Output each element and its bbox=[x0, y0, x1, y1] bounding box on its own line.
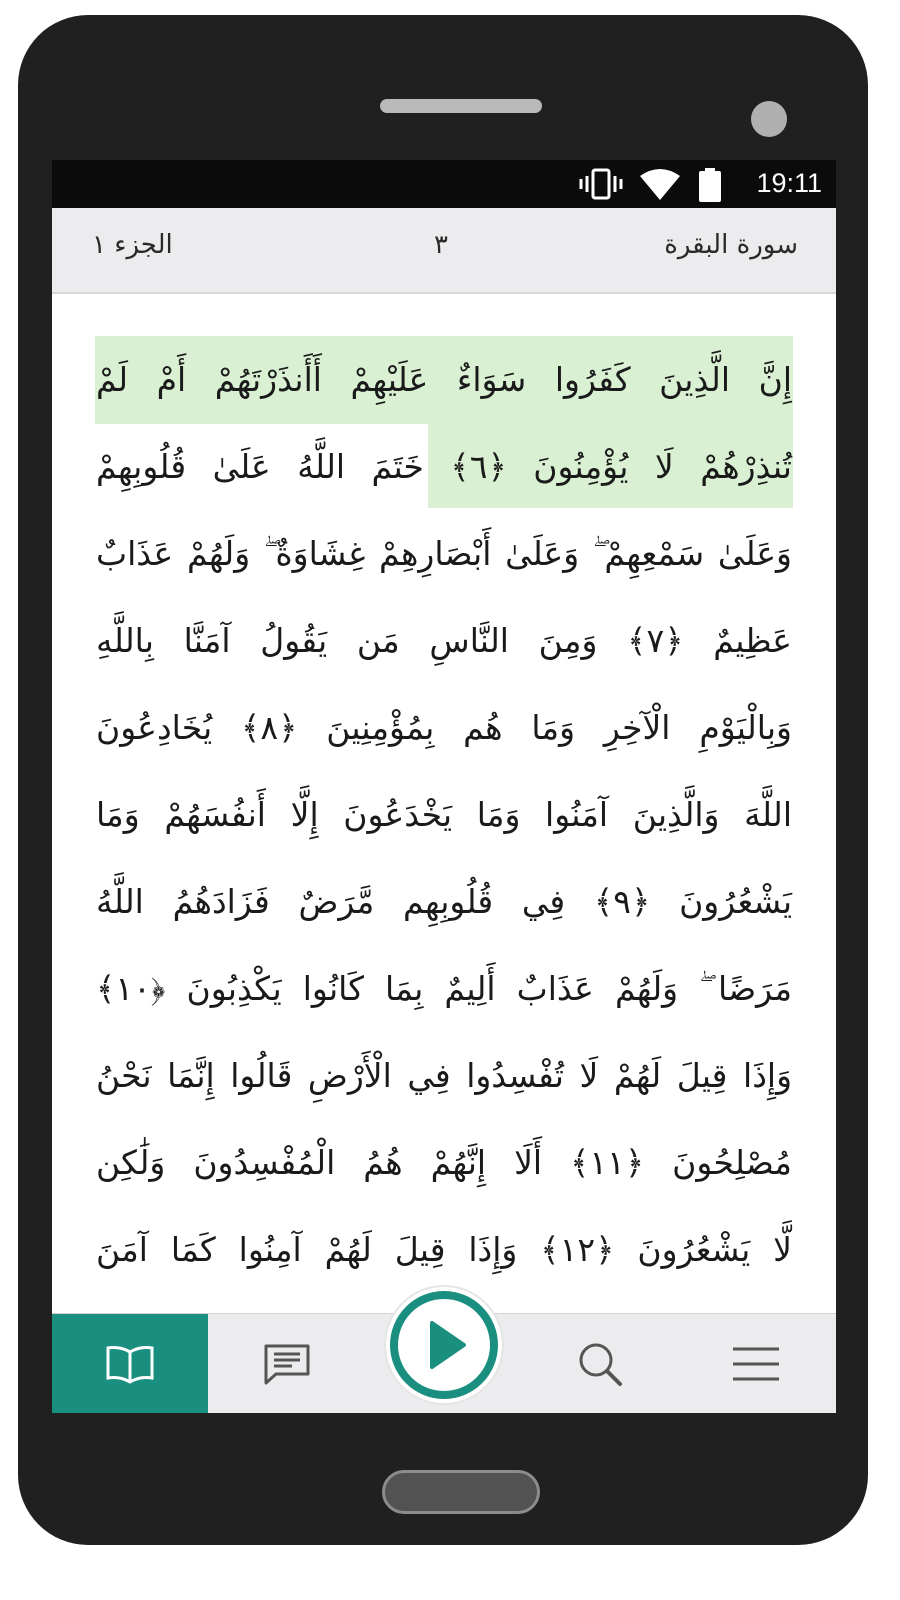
menu-icon bbox=[731, 1345, 781, 1383]
nav-read-button[interactable] bbox=[52, 1314, 208, 1413]
verse-line[interactable]: يَشْعُرُونَ ﴿٩﴾ فِي قُلُوبِهِم مَّرَضٌ فَزَادَهُمُ اللَّهُ bbox=[96, 882, 792, 921]
verse-line[interactable]: وَإِذَا قِيلَ لَهُمْ لَا تُفْسِدُوا فِي الْأَرْضِ قَالُوا إِنَّمَا نَحْنُ bbox=[96, 1056, 792, 1095]
vibrate-icon bbox=[579, 168, 623, 200]
phone-speaker bbox=[380, 99, 542, 113]
status-bar bbox=[52, 160, 836, 208]
verse-line[interactable]: لَّا يَشْعُرُونَ ﴿١٢﴾ وَإِذَا قِيلَ لَهُمْ آمِنُوا كَمَا آمَنَ bbox=[96, 1230, 792, 1269]
verse-line[interactable]: عَظِيمٌ ﴿٧﴾ وَمِنَ النَّاسِ مَن يَقُولُ آمَنَّا بِاللَّهِ bbox=[96, 621, 792, 660]
verse-line[interactable]: وَبِالْيَوْمِ الْآخِرِ وَمَا هُم بِمُؤْمِنِينَ ﴿٨﴾ يُخَادِعُونَ bbox=[96, 708, 792, 747]
status-time: 19:11 bbox=[756, 168, 822, 198]
verse-line[interactable]: وَعَلَىٰ سَمْعِهِمْ ۖ وَعَلَىٰ أَبْصَارِهِمْ غِشَاوَةٌ ۖ وَلَهُمْ عَذَابٌ bbox=[96, 534, 792, 573]
verse-line[interactable]: اللَّهَ وَالَّذِينَ آمَنُوا وَمَا يَخْدَعُونَ إِلَّا أَنفُسَهُمْ وَمَا bbox=[96, 795, 792, 834]
verse-line[interactable]: تُنذِرْهُمْ لَا يُؤْمِنُونَ ﴿٦﴾ خَتَمَ اللَّهُ عَلَىٰ قُلُوبِهِمْ bbox=[96, 447, 792, 486]
search-icon bbox=[576, 1340, 624, 1388]
play-icon bbox=[386, 1287, 502, 1403]
quran-page-content[interactable] bbox=[52, 294, 836, 1312]
juz-label[interactable]: الجزء ١ bbox=[92, 230, 173, 260]
phone-camera bbox=[751, 101, 787, 137]
page-number: ٣ bbox=[434, 230, 448, 260]
page-header bbox=[52, 208, 836, 294]
nav-search-button[interactable] bbox=[522, 1314, 678, 1413]
nav-tafsir-button[interactable] bbox=[209, 1314, 365, 1413]
play-audio-button[interactable] bbox=[386, 1287, 502, 1403]
verse-line[interactable]: إِنَّ الَّذِينَ كَفَرُوا سَوَاءٌ عَلَيْهِمْ أَأَنذَرْتَهُمْ أَمْ لَمْ bbox=[96, 360, 792, 399]
book-open-icon bbox=[104, 1344, 156, 1384]
verse-line[interactable]: مَرَضًا ۖ وَلَهُمْ عَذَابٌ أَلِيمٌ بِمَا كَانُوا يَكْذِبُونَ ﴿١٠﴾ bbox=[96, 969, 792, 1008]
app-screen bbox=[52, 160, 836, 1413]
surah-name[interactable]: سورة البقرة bbox=[664, 230, 798, 260]
verse-lines bbox=[96, 336, 792, 1293]
message-lines-icon bbox=[262, 1342, 312, 1386]
verse-line[interactable]: مُصْلِحُونَ ﴿١١﴾ أَلَا إِنَّهُمْ هُمُ الْمُفْسِدُونَ وَلَٰكِن bbox=[96, 1143, 792, 1182]
battery-icon bbox=[698, 168, 722, 202]
nav-menu-button[interactable] bbox=[678, 1314, 834, 1413]
wifi-icon bbox=[638, 168, 682, 202]
phone-home-button[interactable] bbox=[382, 1470, 540, 1514]
